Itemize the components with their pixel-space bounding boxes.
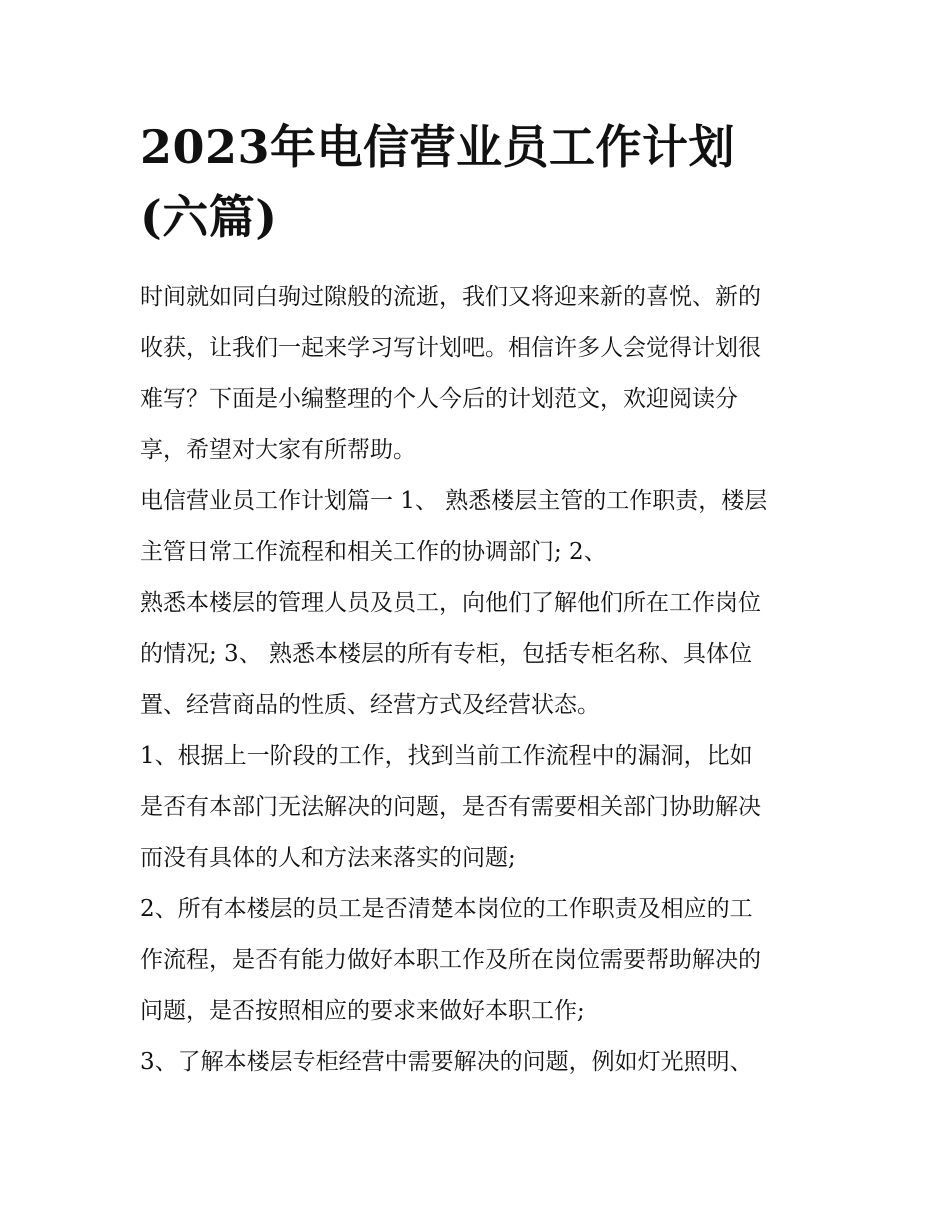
list-item-1 <box>140 731 812 884</box>
title-line: 2023年电信营业员工作计划 <box>140 120 736 174</box>
title-line: (六篇) <box>140 190 278 244</box>
document-title <box>140 112 812 252</box>
document-body <box>140 272 812 1088</box>
text-line: 的情况; 3、 熟悉本楼层的所有专柜，包括专柜名称、具体位 <box>140 641 753 667</box>
text-line: 电信营业员工作计划篇一 1、 熟悉楼层主管的工作职责，楼层 <box>140 488 768 514</box>
text-line: 置、经营商品的性质、经营方式及经营状态。 <box>140 692 600 718</box>
text-line: 而没有具体的人和方法来落实的问题; <box>140 845 516 871</box>
text-line: 问题，是否按照相应的要求来做好本职工作; <box>140 998 585 1024</box>
document-page <box>140 112 812 1088</box>
text-line: 时间就如同白驹过隙般的流逝，我们又将迎来新的喜悦、新的 <box>140 284 761 310</box>
text-line: 享，希望对大家有所帮助。 <box>140 437 416 463</box>
text-line: 是否有本部门无法解决的问题，是否有需要相关部门协助解决 <box>140 794 761 820</box>
text-line: 主管日常工作流程和相关工作的协调部门; 2、 <box>140 539 607 565</box>
intro-paragraph <box>140 272 812 476</box>
text-line: 作流程，是否有能力做好本职工作及所在岗位需要帮助解决的 <box>140 947 761 973</box>
text-line: 3、了解本楼层专柜经营中需要解决的问题，例如灯光照明、 <box>140 1049 753 1075</box>
text-line: 熟悉本楼层的管理人员及员工，向他们了解他们所在工作岗位 <box>140 590 761 616</box>
text-line: 难写？下面是小编整理的个人今后的计划范文，欢迎阅读分 <box>140 386 738 412</box>
list-item-2 <box>140 884 812 1037</box>
text-line: 1、根据上一阶段的工作，找到当前工作流程中的漏洞，比如 <box>140 743 753 769</box>
text-line: 2、所有本楼层的员工是否清楚本岗位的工作职责及相应的工 <box>140 896 753 922</box>
text-line: 收获，让我们一起来学习写计划吧。相信许多人会觉得计划很 <box>140 335 761 361</box>
section-one-paragraph <box>140 476 812 731</box>
list-item-3 <box>140 1037 812 1088</box>
